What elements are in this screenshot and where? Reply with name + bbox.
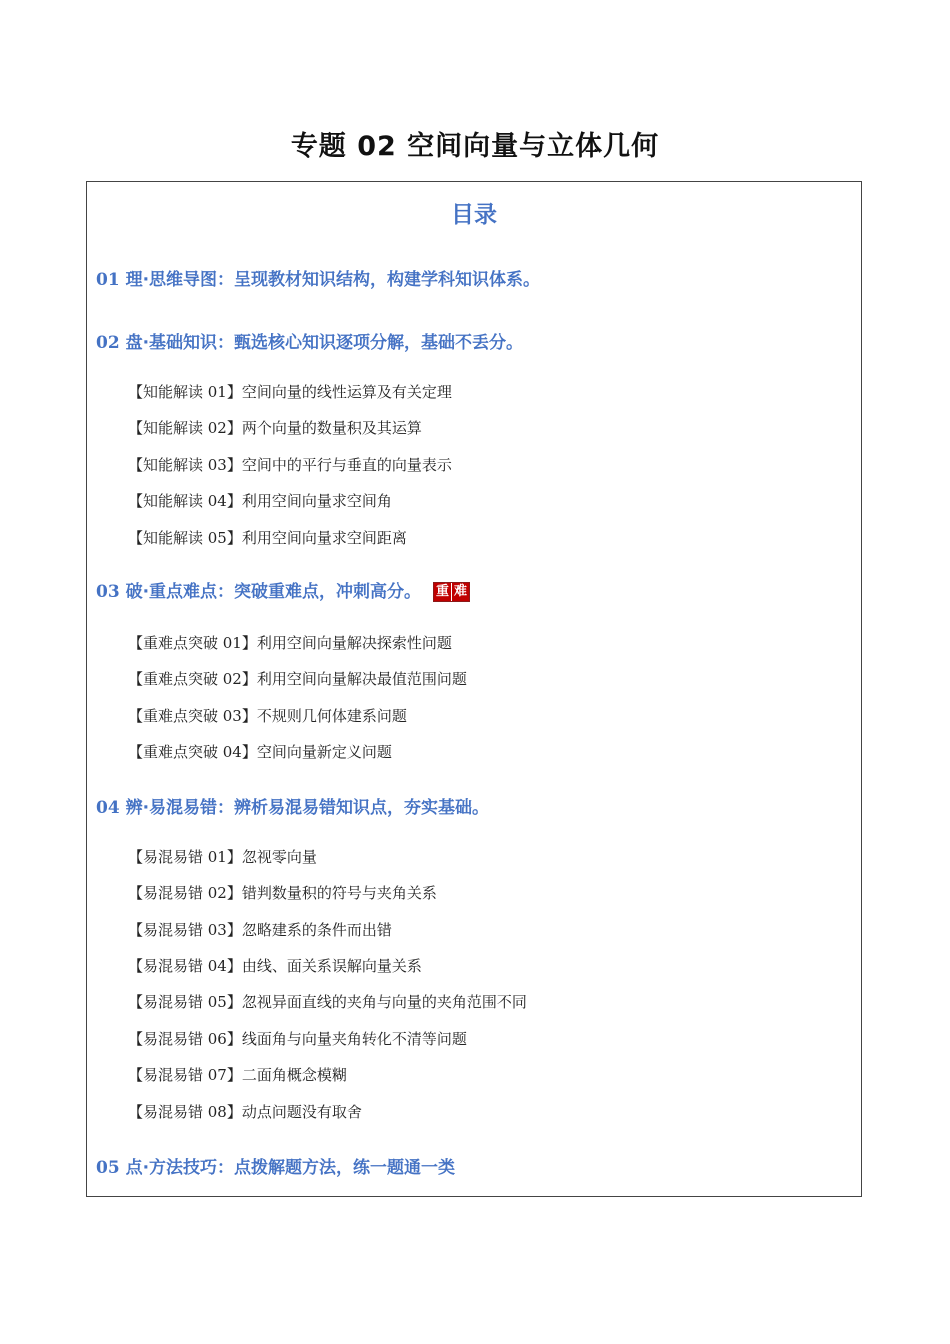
badge-char-nan: 难: [451, 583, 469, 601]
section-text: 点·方法技巧：点拨解题方法，练一题通一类: [125, 1158, 456, 1178]
toc-section-04[interactable]: [96, 793, 489, 818]
section-number: 04: [96, 798, 120, 818]
toc-item-breakthrough-03[interactable]: 【重难点突破 03】不规则几何体建系问题: [128, 707, 407, 725]
section-text: 辨·易混易错：辨析易混易错知识点，夯实基础。: [125, 798, 490, 818]
toc-item-knowledge-05[interactable]: 【知能解读 05】利用空间向量求空间距离: [128, 529, 407, 547]
toc-section-03[interactable]: [96, 577, 470, 602]
section-number: 02: [96, 333, 120, 353]
toc-item-pitfall-03[interactable]: 【易混易错 03】忽略建系的条件而出错: [128, 921, 392, 939]
toc-section-01[interactable]: [96, 265, 540, 290]
section-number: 03: [96, 582, 120, 602]
toc-item-knowledge-01[interactable]: 【知能解读 01】空间向量的线性运算及有关定理: [128, 383, 452, 401]
section-text: 破·重点难点：突破重难点，冲刺高分。: [125, 582, 422, 602]
toc-item-pitfall-07[interactable]: 【易混易错 07】二面角概念模糊: [128, 1066, 347, 1084]
toc-section-05[interactable]: [96, 1153, 455, 1178]
table-of-contents: [86, 181, 862, 1197]
toc-item-pitfall-06[interactable]: 【易混易错 06】线面角与向量夹角转化不清等问题: [128, 1030, 467, 1048]
section-number: 01: [96, 270, 120, 290]
toc-item-pitfall-05[interactable]: 【易混易错 05】忽视异面直线的夹角与向量的夹角范围不同: [128, 993, 527, 1011]
toc-item-pitfall-01[interactable]: 【易混易错 01】忽视零向量: [128, 848, 317, 866]
toc-item-pitfall-02[interactable]: 【易混易错 02】错判数量积的符号与夹角关系: [128, 884, 437, 902]
toc-heading: 目录: [451, 202, 497, 228]
key-difficulty-badge: [433, 582, 470, 602]
toc-item-breakthrough-04[interactable]: 【重难点突破 04】空间向量新定义问题: [128, 743, 392, 761]
toc-item-knowledge-02[interactable]: 【知能解读 02】两个向量的数量积及其运算: [128, 419, 422, 437]
toc-item-knowledge-04[interactable]: 【知能解读 04】利用空间向量求空间角: [128, 492, 392, 510]
document-title: 专题 02 空间向量与立体几何: [290, 131, 660, 162]
toc-item-breakthrough-02[interactable]: 【重难点突破 02】利用空间向量解决最值范围问题: [128, 670, 467, 688]
toc-item-knowledge-03[interactable]: 【知能解读 03】空间中的平行与垂直的向量表示: [128, 456, 452, 474]
section-text: 理·思维导图：呈现教材知识结构，构建学科知识体系。: [125, 270, 541, 290]
section-text: 盘·基础知识：甄选核心知识逐项分解，基础不丢分。: [125, 333, 524, 353]
toc-item-pitfall-08[interactable]: 【易混易错 08】动点问题没有取舍: [128, 1103, 362, 1121]
toc-item-pitfall-04[interactable]: 【易混易错 04】由线、面关系误解向量关系: [128, 957, 422, 975]
toc-section-02[interactable]: [96, 328, 523, 353]
section-number: 05: [96, 1158, 120, 1178]
toc-item-breakthrough-01[interactable]: 【重难点突破 01】利用空间向量解决探索性问题: [128, 634, 452, 652]
badge-char-zhong: 重: [435, 584, 449, 599]
